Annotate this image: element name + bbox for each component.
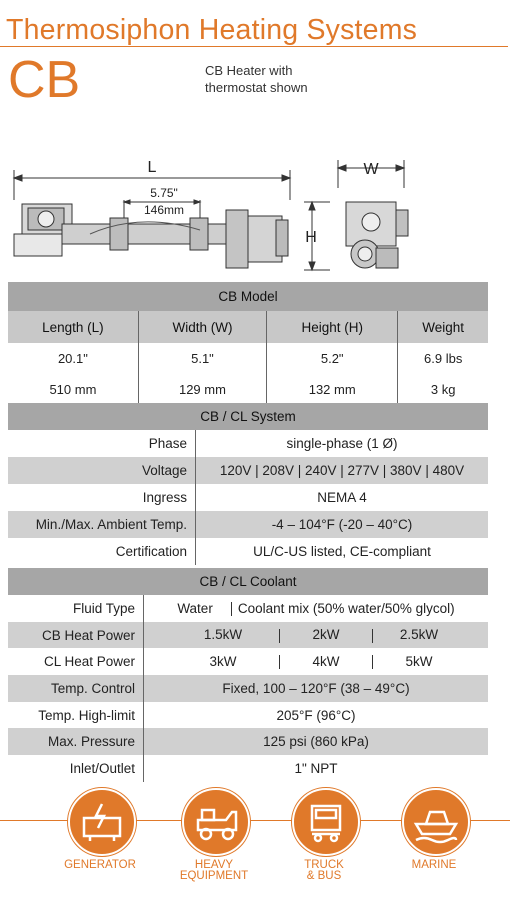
row-value (144, 622, 489, 649)
cell: 3 kg (398, 374, 488, 405)
height-label: H (305, 229, 317, 246)
cell: 132 mm (267, 374, 398, 405)
coolant-table (8, 568, 488, 782)
col-length: Length (L) (8, 311, 138, 343)
page-title: Thermosiphon Heating Systems (6, 14, 418, 46)
generator-icon (68, 788, 136, 856)
row-key: CL Heat Power (43, 654, 135, 670)
marine-icon (402, 788, 470, 856)
cell: 129 mm (138, 374, 266, 405)
label-line: GENERATOR (64, 859, 136, 871)
row-value: 125 psi (860 kPa) (144, 728, 489, 755)
table-row (8, 728, 488, 755)
row-value (144, 595, 489, 622)
row-key: Fluid Type (72, 600, 135, 616)
row-key: Ingress (142, 490, 187, 505)
marine-label (384, 860, 484, 871)
row-value: UL/C-US listed, CE-compliant (196, 538, 489, 565)
row-key: Phase (148, 436, 187, 451)
length-label: L (147, 159, 157, 176)
table-row (8, 622, 488, 649)
row-key: Temp. Control (8, 675, 144, 702)
col-weight: Weight (398, 311, 488, 343)
row-key: Min./Max. Ambient Temp. (8, 511, 196, 538)
power-option: 4kW (312, 654, 340, 669)
power-option: 3kW (209, 654, 237, 669)
col-height: Height (H) (267, 311, 398, 343)
table-row (8, 538, 488, 565)
row-value: 120V | 208V | 240V | 277V | 380V | 480V (196, 457, 489, 484)
table-row (8, 675, 488, 702)
row-value: 1" NPT (144, 755, 489, 782)
row-value: single-phase (1 Ø) (196, 430, 489, 457)
label-line: & BUS (306, 870, 342, 882)
truck-bus-icon (292, 788, 360, 856)
table-row (8, 430, 488, 457)
table-row (8, 755, 488, 782)
title-rule (0, 46, 508, 47)
cell: 5.1" (138, 343, 266, 374)
row-value: NEMA 4 (196, 484, 489, 511)
system-table-title: CB / CL System (8, 403, 488, 430)
row-key: CB Heat Power (8, 622, 144, 649)
cell: 20.1" (57, 351, 88, 366)
heavy-equipment-icon (182, 788, 250, 856)
row-value: Fixed, 100 – 120°F (38 – 49°C) (144, 675, 489, 702)
spacing-mm: 146mm (143, 203, 185, 217)
row-key: Certification (115, 544, 187, 559)
coolant-table-title: CB / CL Coolant (8, 568, 488, 595)
row-key: Inlet/Outlet (69, 760, 135, 776)
row-key: Voltage (8, 457, 196, 484)
label-line: TRUCK (304, 859, 344, 871)
row-value (144, 648, 489, 675)
table-row (8, 702, 488, 729)
table-row (8, 484, 488, 511)
table-row (8, 457, 488, 484)
power-option: 1.5kW (203, 627, 243, 643)
table-row (8, 374, 488, 405)
model-name: CB (8, 51, 81, 109)
system-table (8, 403, 488, 565)
row-key: Max. Pressure (8, 728, 144, 755)
cell: 510 mm (49, 382, 97, 397)
power-option: 5kW (405, 654, 433, 669)
cell: 6.9 lbs (398, 343, 488, 374)
fluid-water: Water (177, 600, 213, 616)
truck-bus-label (274, 860, 374, 882)
heavy-equipment-label (164, 860, 264, 882)
table-row (8, 595, 488, 622)
fluid-mix: Coolant mix (50% water/50% glycol) (237, 600, 455, 616)
label-line: EQUIPMENT (179, 870, 249, 882)
row-value: -4 – 104°F (-20 – 40°C) (196, 511, 489, 538)
label-line: MARINE (411, 859, 457, 871)
cell: 5.2" (267, 343, 398, 374)
width-label: W (363, 161, 379, 178)
row-key: Temp. High-limit (38, 707, 135, 723)
drawing-caption: CB Heater with thermostat shown (205, 63, 308, 95)
table-row (8, 511, 488, 538)
model-table-title: CB Model (8, 282, 488, 311)
generator-label (50, 860, 150, 871)
power-option: 2kW (312, 627, 340, 643)
spacing-inches: 5.75" (150, 186, 178, 200)
power-option: 2.5kW (399, 627, 439, 643)
model-table (8, 282, 488, 405)
row-value: 205°F (96°C) (144, 702, 489, 729)
table-row (8, 343, 488, 374)
col-width: Width (W) (138, 311, 266, 343)
heater-diagram (0, 150, 510, 280)
label-line: HEAVY (194, 859, 234, 871)
table-row (8, 648, 488, 675)
